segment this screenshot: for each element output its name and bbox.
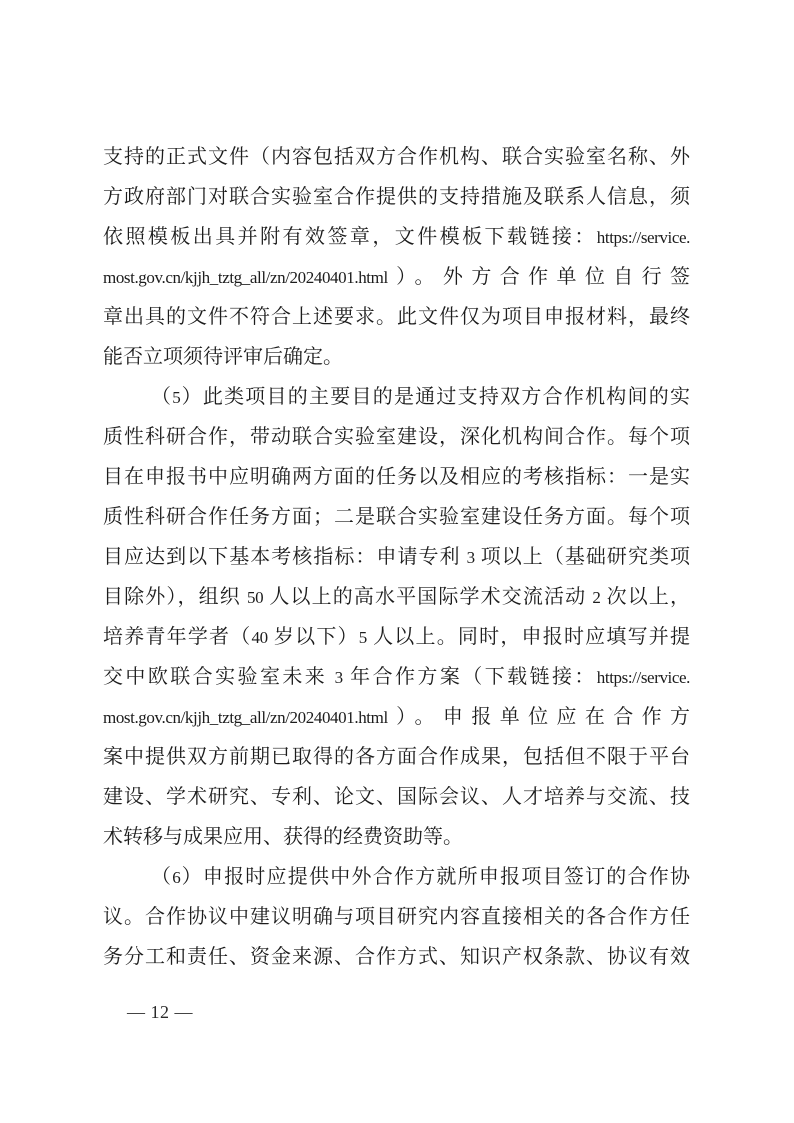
text-line: 案中提供双方前期已取得的各方面合作成果，包括但不限于平台 (103, 746, 690, 768)
latin-text: 50 (247, 588, 264, 607)
text-line: 能否立项须待评审后确定。 (103, 346, 343, 368)
text-line: 章出具的文件不符合上述要求。此文件仅为项目申报材料，最终 (103, 306, 690, 328)
latin-text: https://service. (596, 668, 690, 687)
text-line: 目在申报书中应明确两方面的任务以及相应的考核指标：一是实 (103, 466, 690, 488)
text-block (103, 137, 690, 977)
latin-text: 5 (358, 628, 367, 647)
latin-text: 3 (334, 668, 343, 687)
text-line: 务分工和责任、资金来源、合作方式、知识产权条款、协议有效 (103, 946, 690, 968)
text-line: 培养青年学者（40 岁以下）5 人以上。同时，申报时应填写并提 (103, 626, 690, 648)
latin-text: 3 (466, 548, 475, 567)
text-line: 交中欧联合实验室未来 3 年合作方案（下载链接：https://service. (103, 666, 690, 688)
text-line: （6）申报时应提供中外合作方就所申报项目签订的合作协 (151, 866, 690, 888)
latin-text: most.gov.cn/kjjh_tztg_all/zn/20240401.html (103, 708, 388, 727)
latin-text: 5 (172, 388, 181, 407)
text-line: （5）此类项目的主要目的是通过支持双方合作机构间的实 (151, 386, 690, 408)
text-line: 质性科研合作任务方面；二是联合实验室建设任务方面。每个项 (103, 506, 690, 528)
text-line: 目应达到以下基本考核指标：申请专利 3 项以上（基础研究类项 (103, 546, 690, 568)
latin-text: https://service. (596, 228, 690, 247)
latin-text: 6 (172, 868, 181, 887)
text-line: most.gov.cn/kjjh_tztg_all/zn/20240401.html）。申报单位应在合作方 (103, 706, 690, 728)
latin-text: 2 (592, 588, 601, 607)
text-line: 建设、学术研究、专利、论文、国际会议、人才培养与交流、技 (103, 786, 690, 808)
text-line: 支持的正式文件（内容包括双方合作机构、联合实验室名称、外 (103, 146, 690, 168)
text-line: 议。合作协议中建议明确与项目研究内容直接相关的各合作方任 (103, 906, 690, 928)
text-line: 目除外），组织 50 人以上的高水平国际学术交流活动 2 次以上， (103, 586, 690, 608)
latin-text: most.gov.cn/kjjh_tztg_all/zn/20240401.html (103, 268, 388, 287)
text-line: 质性科研合作，带动联合实验室建设，深化机构间合作。每个项 (103, 426, 690, 448)
page-number: — 12 — (127, 1002, 193, 1022)
text-line: most.gov.cn/kjjh_tztg_all/zn/20240401.html）。外方合作单位自行签 (103, 266, 690, 288)
text-line: 方政府部门对联合实验室合作提供的支持措施及联系人信息，须 (103, 186, 690, 208)
latin-text: 40 (251, 628, 268, 647)
text-line: 术转移与成果应用、获得的经费资助等。 (103, 826, 463, 848)
text-line: 依照模板出具并附有效签章，文件模板下载链接：https://service. (103, 226, 690, 248)
